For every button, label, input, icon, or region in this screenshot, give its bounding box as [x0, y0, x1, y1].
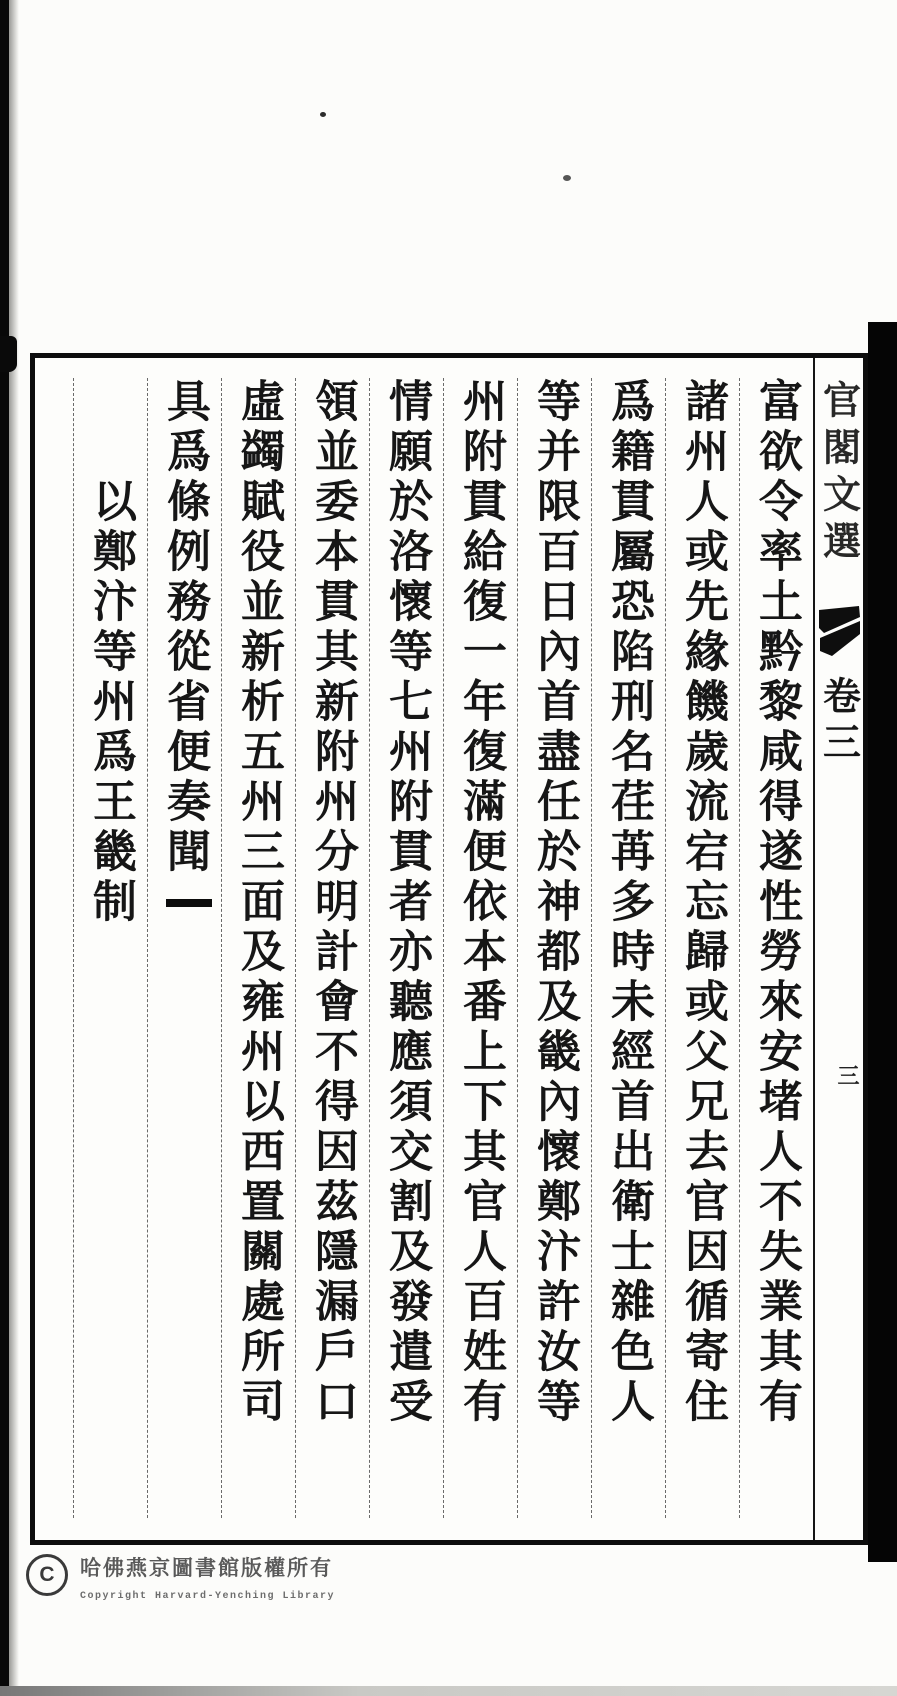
copyright-text-block — [80, 1552, 335, 1602]
spine-shadow — [9, 0, 19, 1696]
text-column: 諸州人或先緣饑歲流宕忘歸或父兄去官因循寄住 — [665, 378, 739, 1518]
text-column: 以鄭汴等州爲王畿制 — [73, 378, 147, 1518]
text-column: 情願於洛懷等七州附貫者亦聽應須交割及發遣受 — [369, 378, 443, 1518]
text-column: 具爲條例務從省便奏聞 — [147, 378, 221, 1518]
ink-mark — [166, 899, 212, 907]
text-column: 虛蠲賦役並新析五州三面及雍州以西置關處所司 — [221, 378, 295, 1518]
scan-bottom-shadow — [0, 1686, 897, 1696]
fishtail-fold-mark-icon — [817, 606, 861, 664]
text-column: 州附貫給復一年復滿便依本番上下其官人百姓有 — [443, 378, 517, 1518]
printed-text-frame — [30, 353, 868, 1545]
text-column: 領並委本貫其新附州分明計會不得因茲隱漏戶口 — [295, 378, 369, 1518]
spine-ink-blot — [0, 336, 17, 372]
book-spine-edge — [0, 0, 9, 1696]
text-columns-area — [35, 358, 813, 1540]
text-column: 爲籍貫屬恐陷刑名荏苒多時未經首出衛士雜色人 — [591, 378, 665, 1518]
scan-speck — [320, 112, 326, 117]
text-column: 等并限百日內首盡任於神都及畿內懷鄭汴許汝等 — [517, 378, 591, 1518]
banxin-fold-column — [813, 358, 863, 1540]
scan-speck — [563, 175, 571, 181]
copyright-symbol-icon: C — [26, 1554, 68, 1596]
volume-number: 卷三 — [816, 676, 861, 768]
page-fold-dark-edge — [868, 322, 897, 1562]
folio-page-number: 三 — [834, 1064, 859, 1088]
copyright-chinese-text: 哈佛燕京圖書館版權所有 — [80, 1556, 333, 1580]
copyright-english-text: Copyright Harvard-Yenching Library — [80, 1591, 336, 1602]
running-title: 官閣文選 — [816, 380, 861, 568]
text-column: 富欲令率土黔黎咸得遂性勞來安堵人不失業其有 — [739, 378, 813, 1518]
library-copyright-stamp — [26, 1552, 335, 1602]
